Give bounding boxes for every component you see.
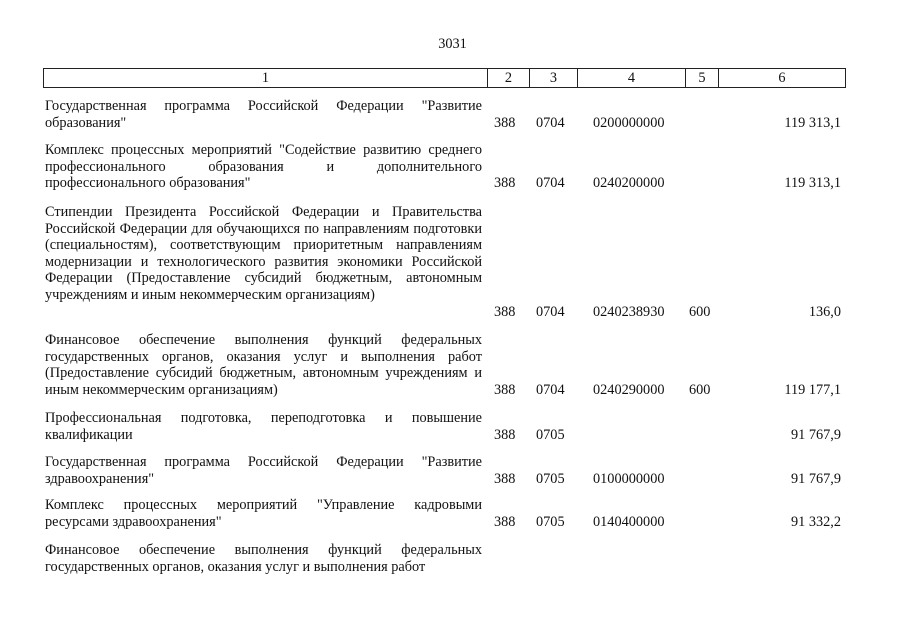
row-col-2: 388: [494, 514, 516, 530]
row-description: Комплекс процессных мероприятий "Содействие развитию среднего профессионального образования и дополнительного профессионального образования": [45, 142, 482, 191]
table-header: [43, 68, 846, 88]
row-col-3: 0705: [536, 427, 565, 443]
row-col-4: 0140400000: [593, 514, 665, 530]
header-col-2: 2: [487, 69, 529, 87]
row-col-2: 388: [494, 175, 516, 191]
row-col-3: 0704: [536, 114, 565, 131]
row-col-3: 0704: [536, 175, 565, 191]
row-description: Стипендии Президента Российской Федерации и Правительства Российской Федерации для обучающихся по направлениям подготовки (специальностям), соответствующим приоритетным направлениям модернизации и технологического развития экономики Российской Федерации (Предоставление субсидий бюджетным, автономным учреждениям и иным некоммерческим организациям): [45, 204, 482, 303]
row-col-2: 388: [494, 427, 516, 443]
row-col-6: 91 767,9: [790, 471, 841, 487]
row-col-6: 119 313,1: [784, 175, 841, 191]
row-col-3: 0704: [536, 304, 565, 320]
row-description: Государственная программа Российской Федерации "Развитие образования": [45, 98, 482, 131]
row-col-3: 0705: [536, 514, 565, 530]
row-col-2: 388: [494, 304, 516, 320]
row-col-6: 119 313,1: [784, 114, 841, 131]
row-col-4: 0240290000: [593, 382, 665, 398]
row-col-4: 0240238930: [593, 304, 665, 320]
row-col-2: 388: [494, 471, 516, 487]
row-col-6: 136,0: [808, 304, 841, 320]
row-description: Государственная программа Российской Федерации "Развитие здравоохранения": [45, 454, 482, 487]
header-col-3: 3: [529, 69, 577, 87]
row-description: Комплекс процессных мероприятий "Управление кадровыми ресурсами здравоохранения": [45, 497, 482, 530]
row-col-6: 119 177,1: [784, 382, 841, 398]
row-col-6: 91 332,2: [790, 514, 841, 530]
row-col-4: 0100000000: [593, 471, 665, 487]
header-col-6: 6: [718, 69, 845, 87]
row-col-5: 600: [689, 304, 711, 320]
row-col-4: 0200000000: [593, 114, 665, 131]
page-number: 3031: [438, 36, 467, 52]
row-description: Финансовое обеспечение выполнения функций федеральных государственных органов, оказания услуг и выполнения работ (Предоставление субсидий бюджетным, автономным учреждениям и иным некоммерческим организациям): [45, 332, 482, 398]
row-col-2: 388: [494, 114, 516, 131]
row-col-3: 0704: [536, 382, 565, 398]
row-description: Финансовое обеспечение выполнения функций федеральных государственных органов, оказания услуг и выполнения работ: [45, 542, 482, 575]
row-col-5: 600: [689, 382, 711, 398]
header-col-1: 1: [261, 70, 270, 86]
row-col-3: 0705: [536, 471, 565, 487]
row-col-2: 388: [494, 382, 516, 398]
row-col-4: 0240200000: [593, 175, 665, 191]
row-col-6: 91 767,9: [790, 427, 841, 443]
header-col-4: 4: [577, 69, 685, 87]
header-col-5: 5: [685, 69, 718, 87]
row-description: Профессиональная подготовка, переподготовка и повышение квалификации: [45, 410, 482, 443]
